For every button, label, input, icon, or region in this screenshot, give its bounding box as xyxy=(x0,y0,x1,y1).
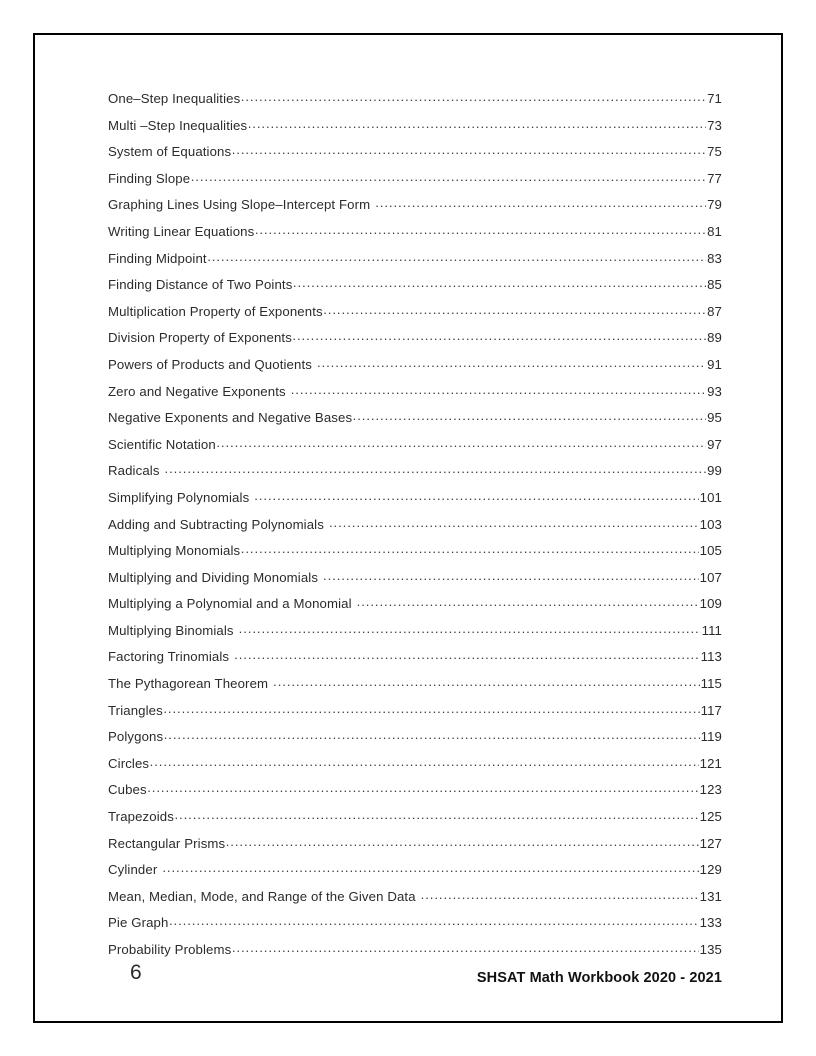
toc-dot-leader xyxy=(232,941,699,954)
toc-dot-leader xyxy=(191,170,706,183)
toc-entry-page-number: 95 xyxy=(707,410,722,426)
toc-entry[interactable] xyxy=(108,90,722,117)
toc-entry[interactable] xyxy=(108,303,722,330)
toc-entry-page-number: 97 xyxy=(707,436,722,452)
toc-entry-page-number: 85 xyxy=(707,277,722,293)
toc-entry-title: Factoring Trinomials xyxy=(108,649,230,665)
toc-dot-leader xyxy=(150,755,699,768)
toc-entry-page-number: 79 xyxy=(707,197,722,213)
toc-entry-title: System of Equations xyxy=(108,144,232,160)
toc-entry-page-number: 73 xyxy=(707,117,722,133)
toc-entry-title: Pie Graph xyxy=(108,915,169,931)
toc-entry[interactable] xyxy=(108,569,722,596)
toc-entry[interactable] xyxy=(108,728,722,755)
toc-entry-title: Scientific Notation xyxy=(108,436,216,452)
toc-entry[interactable] xyxy=(108,835,722,862)
toc-entry-title: Radicals xyxy=(108,463,160,479)
toc-entry-title: Polygons xyxy=(108,729,164,745)
toc-dot-leader xyxy=(421,888,699,901)
toc-entry-page-number: 111 xyxy=(701,622,722,638)
toc-dot-leader xyxy=(248,117,706,130)
toc-dot-leader xyxy=(293,276,706,289)
toc-entry[interactable] xyxy=(108,861,722,888)
toc-entry[interactable] xyxy=(108,489,722,516)
toc-entry-title: Rectangular Prisms xyxy=(108,835,226,851)
footer-book-title: SHSAT Math Workbook 2020 - 2021 xyxy=(476,970,722,986)
toc-entry-page-number: 119 xyxy=(700,729,722,745)
toc-entry-title: Multiplying Monomials xyxy=(108,543,241,559)
toc-dot-leader xyxy=(239,622,701,635)
toc-entry-page-number: 81 xyxy=(707,223,722,239)
toc-dot-leader xyxy=(147,781,698,794)
toc-entry[interactable] xyxy=(108,888,722,915)
toc-entry[interactable] xyxy=(108,462,722,489)
toc-entry[interactable] xyxy=(108,276,722,303)
toc-dot-leader xyxy=(292,329,706,342)
toc-entry-title: Zero and Negative Exponents xyxy=(108,383,286,399)
toc-dot-leader xyxy=(317,356,706,369)
toc-entry-title: Circles xyxy=(108,755,150,771)
toc-entry-page-number: 77 xyxy=(707,170,722,186)
toc-entry-page-number: 109 xyxy=(699,596,722,612)
toc-entry-page-number: 99 xyxy=(707,463,722,479)
toc-dot-leader xyxy=(375,196,706,209)
toc-entry[interactable] xyxy=(108,595,722,622)
toc-dot-leader xyxy=(164,728,700,741)
toc-entry-page-number: 101 xyxy=(699,489,722,505)
toc-dot-leader xyxy=(216,436,706,449)
toc-entry-page-number: 123 xyxy=(699,782,722,798)
toc-dot-leader xyxy=(169,914,699,927)
toc-entry-title: Mean, Median, Mode, and Range of the Given Data xyxy=(108,888,416,904)
toc-entry[interactable] xyxy=(108,250,722,277)
toc-entry[interactable] xyxy=(108,808,722,835)
toc-dot-leader xyxy=(165,462,707,475)
toc-entry[interactable] xyxy=(108,170,722,197)
toc-dot-leader xyxy=(273,675,699,688)
toc-dot-leader xyxy=(232,143,706,156)
toc-dot-leader xyxy=(255,223,706,236)
toc-dot-leader xyxy=(357,595,699,608)
toc-entry-page-number: 115 xyxy=(700,676,722,692)
toc-entry-title: Graphing Lines Using Slope–Intercept Form xyxy=(108,197,371,213)
toc-entry-page-number: 117 xyxy=(700,702,722,718)
toc-entry-page-number: 131 xyxy=(699,888,722,904)
toc-entry[interactable] xyxy=(108,781,722,808)
toc-entry[interactable] xyxy=(108,329,722,356)
toc-entry-title: The Pythagorean Theorem xyxy=(108,676,269,692)
toc-entry[interactable] xyxy=(108,409,722,436)
toc-entry-page-number: 105 xyxy=(699,543,722,559)
toc-entry-page-number: 75 xyxy=(707,144,722,160)
toc-entry[interactable] xyxy=(108,542,722,569)
toc-entry-title: Adding and Subtracting Polynomials xyxy=(108,516,324,532)
toc-entry-title: Cylinder xyxy=(108,862,158,878)
toc-entry-title: Simplifying Polynomials xyxy=(108,489,250,505)
toc-entry-page-number: 107 xyxy=(699,569,722,585)
toc-dot-leader xyxy=(174,808,698,821)
toc-entry-title: Multiplication Property of Exponents xyxy=(108,303,323,319)
toc-entry-title: Powers of Products and Quotients xyxy=(108,356,312,372)
table-of-contents-list xyxy=(108,90,722,968)
toc-entry[interactable] xyxy=(108,117,722,144)
toc-entry-title: Cubes xyxy=(108,782,147,798)
toc-dot-leader xyxy=(323,303,706,316)
toc-entry[interactable] xyxy=(108,436,722,463)
toc-entry[interactable] xyxy=(108,622,722,649)
toc-entry[interactable] xyxy=(108,383,722,410)
toc-entry[interactable] xyxy=(108,223,722,250)
toc-entry-title: Multi –Step Inequalities xyxy=(108,117,248,133)
toc-entry[interactable] xyxy=(108,143,722,170)
toc-dot-leader xyxy=(226,835,699,848)
toc-entry-title: Triangles xyxy=(108,702,163,718)
toc-entry[interactable] xyxy=(108,702,722,729)
toc-entry[interactable] xyxy=(108,675,722,702)
toc-dot-leader xyxy=(241,90,706,103)
toc-dot-leader xyxy=(329,516,699,529)
toc-entry-page-number: 71 xyxy=(707,91,722,106)
toc-entry-title: Writing Linear Equations xyxy=(108,223,255,239)
toc-dot-leader xyxy=(291,383,706,396)
toc-entry-title: Finding Slope xyxy=(108,170,191,186)
toc-dot-leader xyxy=(162,861,698,874)
toc-dot-leader xyxy=(323,569,699,582)
toc-entry-page-number: 93 xyxy=(707,383,722,399)
toc-entry-title: Multiplying a Polynomial and a Monomial xyxy=(108,596,352,612)
toc-entry-title: Probability Problems xyxy=(108,942,232,957)
toc-dot-leader xyxy=(207,250,706,263)
toc-entry-title: Finding Midpoint xyxy=(108,250,207,266)
toc-dot-leader xyxy=(163,702,699,715)
toc-entry-page-number: 89 xyxy=(707,330,722,346)
toc-entry-page-number: 121 xyxy=(699,755,722,771)
toc-entry[interactable] xyxy=(108,755,722,782)
toc-entry-title: Negative Exponents and Negative Bases xyxy=(108,410,353,426)
toc-entry-title: Multiplying Binomials xyxy=(108,622,234,638)
toc-entry[interactable] xyxy=(108,516,722,543)
toc-entry-page-number: 133 xyxy=(699,915,722,931)
toc-entry[interactable] xyxy=(108,196,722,223)
toc-dot-leader xyxy=(241,542,699,555)
toc-entry-page-number: 127 xyxy=(699,835,722,851)
toc-entry-page-number: 129 xyxy=(699,862,722,878)
toc-entry-page-number: 83 xyxy=(707,250,722,266)
toc-entry-page-number: 103 xyxy=(699,516,722,532)
toc-dot-leader xyxy=(234,648,699,661)
toc-entry-page-number: 113 xyxy=(700,649,722,665)
toc-entry[interactable] xyxy=(108,941,722,968)
toc-entry-title: Multiplying and Dividing Monomials xyxy=(108,569,319,585)
toc-entry[interactable] xyxy=(108,648,722,675)
toc-entry-title: Trapezoids xyxy=(108,809,174,825)
footer-page-number: 6 xyxy=(130,961,142,984)
toc-entry-title: Division Property of Exponents xyxy=(108,330,292,346)
toc-entry-title: One–Step Inequalities xyxy=(108,91,241,106)
toc-entry-page-number: 125 xyxy=(699,809,722,825)
toc-entry-page-number: 91 xyxy=(707,356,722,372)
toc-entry-title: Finding Distance of Two Points xyxy=(108,277,293,293)
toc-entry[interactable] xyxy=(108,356,722,383)
toc-dot-leader xyxy=(254,489,698,502)
toc-entry-page-number: 135 xyxy=(699,942,722,957)
toc-dot-leader xyxy=(353,409,706,422)
toc-entry-page-number: 87 xyxy=(707,303,722,319)
toc-entry[interactable] xyxy=(108,914,722,941)
